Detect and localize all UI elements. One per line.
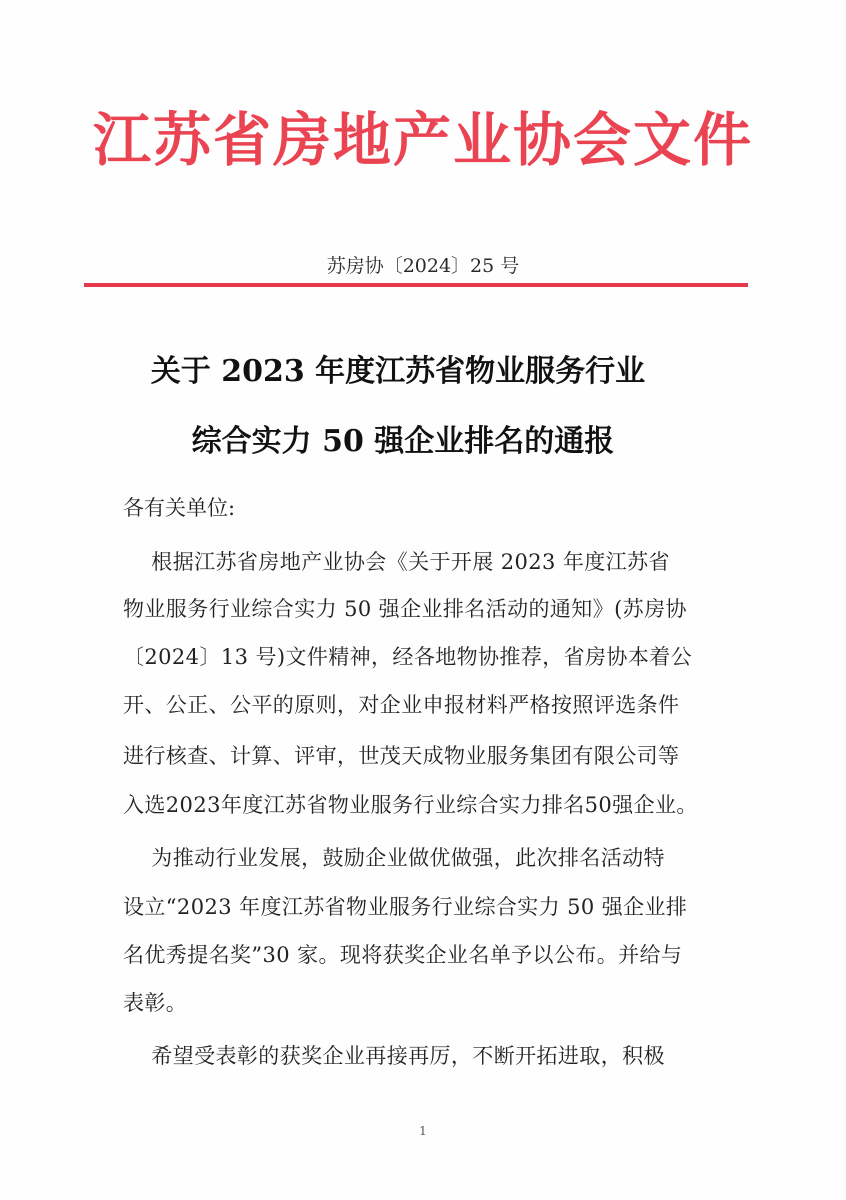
body-paragraph-line: 为推动行业发展，鼓励企业做优做强，此次排名活动特 bbox=[123, 846, 665, 870]
body-paragraph-line: 入选2023年度江苏省物业服务行业综合实力排名50强企业。 bbox=[123, 793, 698, 817]
document-number: 苏房协〔2024〕25 号 bbox=[326, 255, 520, 277]
body-paragraph-line: 设立“2023 年度江苏省物业服务行业综合实力 50 强企业排 bbox=[123, 895, 688, 919]
body-paragraph-line: 名优秀提名奖”30 家。现将获奖企业名单予以公布。并给与 bbox=[123, 943, 683, 967]
subject-title-line-1: 关于 2023 年度江苏省物业服务行业 bbox=[150, 354, 646, 389]
body-paragraph-line: 进行核查、计算、评审，世茂天成物业服务集团有限公司等 bbox=[123, 744, 680, 768]
body-paragraph-line: 表彰。 bbox=[123, 991, 188, 1015]
page-number: 1 bbox=[419, 1124, 427, 1138]
body-paragraph-line: 根据江苏省房地产业协会《关于开展 2023 年度江苏省 bbox=[123, 550, 670, 574]
subject-title-line-2: 综合实力 50 强企业排名的通报 bbox=[191, 424, 615, 459]
body-paragraph-line: 物业服务行业综合实力 50 强企业排名活动的通知》(苏房协 bbox=[123, 597, 687, 621]
org-document-header: 江苏省房地产业协会文件 bbox=[92, 106, 753, 174]
salutation: 各有关单位: bbox=[123, 496, 236, 520]
body-paragraph-line: 希望受表彰的获奖企业再接再厉，不断开拓进取，积极 bbox=[123, 1044, 665, 1068]
red-divider-rule bbox=[84, 283, 748, 287]
body-paragraph-line: 开、公正、公平的原则，对企业申报材料严格按照评选条件 bbox=[123, 693, 680, 717]
body-paragraph-line: 〔2024〕13 号)文件精神，经各地物协推荐，省房协本着公 bbox=[123, 645, 693, 669]
